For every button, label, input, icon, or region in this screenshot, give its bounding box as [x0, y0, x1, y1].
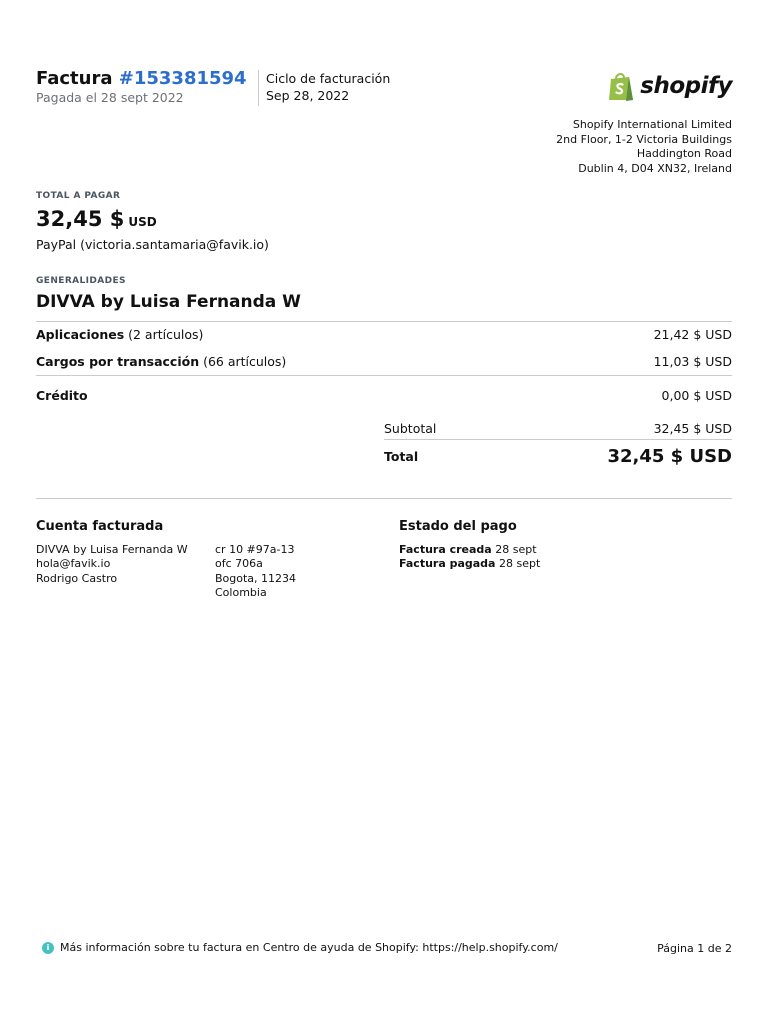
address-line: cr 10 #97a-13	[215, 543, 295, 556]
billing-cycle-date: Sep 28, 2022	[266, 88, 350, 103]
line-item-amount: 11,03 $ USD	[653, 354, 732, 369]
contact-line: Rodrigo Castro	[36, 571, 118, 585]
divider	[36, 321, 732, 322]
invoice-page	[36, 0, 732, 1024]
shopify-logo	[607, 70, 732, 102]
address-line: 2nd Floor, 1-2 Victoria Buildings	[556, 132, 732, 146]
page-number: Página 1 de 2	[657, 942, 732, 955]
divider	[36, 498, 732, 499]
line-item-name: Cargos por transacción	[36, 354, 200, 369]
billed-account-title: Cuenta facturada	[36, 519, 164, 534]
contact-line: DIVVA by Luisa Fernanda W	[36, 543, 188, 556]
total-amount: 32,45 $ USD	[607, 446, 732, 467]
credit-amount: 0,00 $ USD	[661, 388, 732, 403]
total-to-pay-amount	[36, 207, 157, 231]
address-line: Colombia	[215, 585, 267, 599]
address-line: Dublin 4, D04 XN32, Ireland	[578, 161, 732, 175]
address-line: Bogota, 11234	[215, 571, 297, 585]
line-item-amount: 21,42 $ USD	[653, 327, 732, 342]
status-paid	[399, 557, 540, 571]
shop-name: DIVVA by Luisa Fernanda W	[36, 292, 301, 312]
line-item-name: Aplicaciones	[36, 327, 125, 342]
company-address	[556, 118, 732, 176]
billed-account-address	[215, 543, 296, 600]
invoice-header	[36, 68, 732, 108]
divider	[36, 375, 732, 376]
address-line: Haddington Road	[636, 147, 732, 160]
status-created	[399, 543, 540, 557]
payment-status-title: Estado del pago	[399, 519, 517, 534]
shopping-bag-icon	[607, 70, 635, 102]
invoice-word: Factura	[36, 68, 113, 89]
contact-line: hola@favik.io	[36, 557, 111, 571]
info-icon: i	[42, 942, 54, 954]
subtotal-label: Subtotal	[384, 421, 437, 436]
paid-date: Pagada el 28 sept 2022	[36, 90, 184, 105]
header-divider	[258, 70, 259, 106]
line-item-label	[36, 354, 286, 369]
overview-label: GENERALIDADES	[36, 276, 126, 286]
address-line: ofc 706a	[215, 557, 263, 571]
status-paid-date: 28 sept	[495, 557, 541, 571]
divider	[384, 439, 732, 440]
help-info	[42, 941, 558, 954]
subtotal-amount: 32,45 $ USD	[653, 421, 732, 436]
billed-account-contact	[36, 543, 188, 586]
amount-value: 32,45 $	[36, 207, 125, 231]
status-created-label: Factura creada	[399, 543, 492, 556]
logo-wordmark: shopify	[640, 73, 732, 99]
billing-cycle-label: Ciclo de facturación	[266, 71, 391, 86]
help-text: Más información sobre tu factura en Centro de ayuda de Shopify: https://help.shopify.com/	[60, 941, 558, 954]
payment-status-details	[399, 543, 540, 572]
line-item-label	[36, 327, 203, 342]
line-item-detail: (2 artículos)	[124, 327, 204, 342]
status-created-date: 28 sept	[491, 543, 537, 556]
invoice-number: #153381594	[118, 68, 247, 89]
status-paid-label: Factura pagada	[399, 557, 496, 571]
address-line: Shopify International Limited	[572, 118, 732, 131]
amount-currency: USD	[128, 215, 157, 229]
total-to-pay-label: TOTAL A PAGAR	[36, 191, 121, 201]
invoice-title	[36, 68, 247, 89]
total-label: Total	[384, 449, 419, 464]
payment-method: PayPal (victoria.santamaria@favik.io)	[36, 237, 269, 252]
credit-label: Crédito	[36, 388, 88, 403]
line-item-detail: (66 artículos)	[199, 354, 287, 369]
